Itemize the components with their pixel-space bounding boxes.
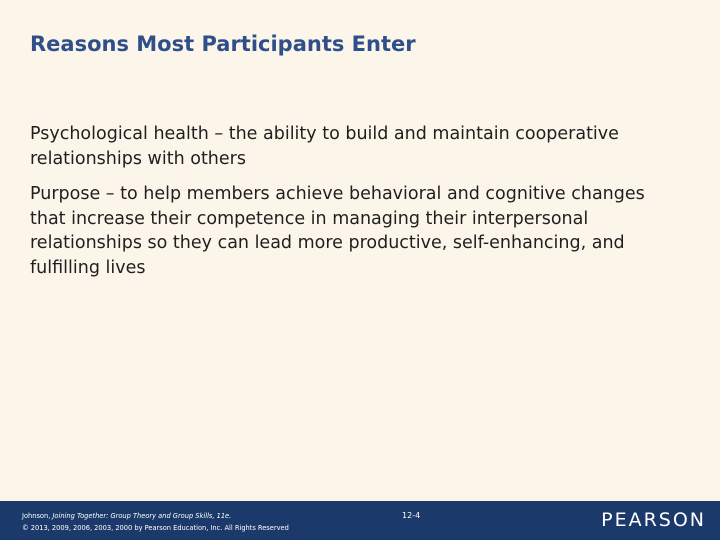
copyright-notice: © 2013, 2009, 2006, 2003, 2000 by Pearson Education, Inc. All Rights Reserved xyxy=(22,522,289,532)
paragraph-psychological-health: Psychological health – the ability to build and maintain cooperative relationships with others xyxy=(30,124,619,169)
citation xyxy=(22,510,289,533)
slide-body xyxy=(30,122,670,291)
paragraph-purpose: Purpose – to help members achieve behavioral and cognitive changes that increase their competence in managing their interpersonal relationships so they can lead more productive, self-enhancing, and fulfilling lives xyxy=(30,184,645,278)
footer-bar xyxy=(0,501,720,540)
pearson-logo: PEARSON xyxy=(601,509,706,531)
slide-title: Reasons Most Participants Enter xyxy=(30,32,416,56)
citation-book-title: Joining Together: Group Theory and Group Skills, 11e. xyxy=(52,511,232,520)
page-number: 12-4 xyxy=(402,511,421,520)
citation-author: Johnson, xyxy=(22,511,51,520)
citation-line-1 xyxy=(22,510,289,522)
